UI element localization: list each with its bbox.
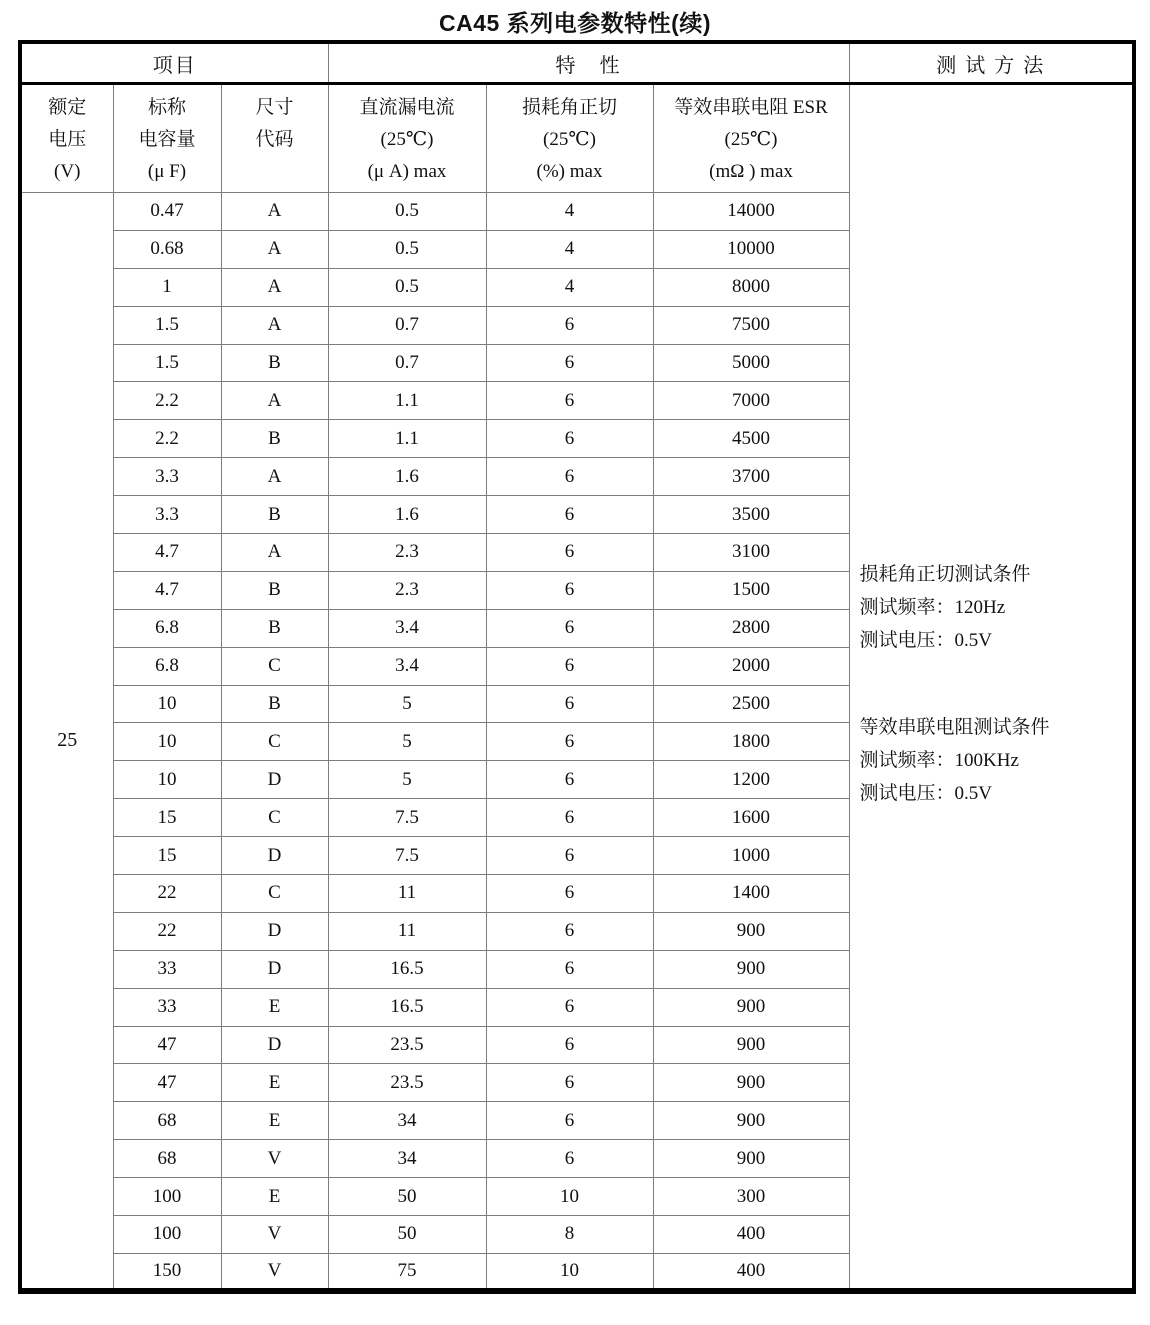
capacitance-cell: 68 [113, 1140, 221, 1178]
header-line: 额定 [48, 97, 87, 118]
header-line: (%) max [536, 161, 603, 182]
tangent-cell: 6 [486, 837, 653, 875]
capacitance-cell: 2.2 [113, 382, 221, 420]
size-code-cell: B [221, 344, 328, 382]
capacitance-cell: 33 [113, 950, 221, 988]
tangent-cell: 6 [486, 496, 653, 534]
capacitance-cell: 1.5 [113, 306, 221, 344]
esr-cell: 2800 [653, 609, 849, 647]
leakage-current-cell: 11 [328, 875, 486, 913]
esr-test-conditions [860, 711, 1050, 810]
leakage-current-cell: 0.7 [328, 306, 486, 344]
header-line: (25℃) [543, 129, 596, 150]
esr-cell: 10000 [653, 230, 849, 268]
header-characteristic: 特 性 [328, 42, 849, 84]
tangent-cell: 6 [486, 761, 653, 799]
esr-cell: 4500 [653, 420, 849, 458]
leakage-current-cell: 5 [328, 723, 486, 761]
capacitance-cell: 15 [113, 799, 221, 837]
esr-cell: 14000 [653, 193, 849, 231]
tangent-cell: 6 [486, 988, 653, 1026]
header-line: (25℃) [724, 129, 778, 150]
header-item: 项目 [20, 42, 328, 84]
capacitance-cell: 150 [113, 1253, 221, 1291]
esr-cell: 1600 [653, 799, 849, 837]
leakage-current-cell: 1.1 [328, 420, 486, 458]
esr-cell: 3100 [653, 534, 849, 572]
size-code-cell: C [221, 723, 328, 761]
tangent-test-conditions [860, 558, 1031, 657]
size-code-cell: E [221, 1178, 328, 1216]
leakage-current-cell: 11 [328, 912, 486, 950]
esr-cell: 900 [653, 1102, 849, 1140]
header-line: (μ A) max [367, 161, 447, 182]
esr-cell: 7500 [653, 306, 849, 344]
capacitance-cell: 6.8 [113, 647, 221, 685]
esr-cell: 900 [653, 1026, 849, 1064]
esr-cell: 8000 [653, 268, 849, 306]
esr-cell: 5000 [653, 344, 849, 382]
capacitance-cell: 10 [113, 685, 221, 723]
size-code-cell: A [221, 306, 328, 344]
tangent-cell: 6 [486, 685, 653, 723]
capacitance-cell: 0.47 [113, 193, 221, 231]
capacitance-cell: 33 [113, 988, 221, 1026]
table-header-row-1 [20, 42, 1134, 84]
capacitance-cell: 15 [113, 837, 221, 875]
esr-cell: 3500 [653, 496, 849, 534]
esr-cell: 1200 [653, 761, 849, 799]
leakage-current-cell: 5 [328, 761, 486, 799]
capacitance-cell: 22 [113, 912, 221, 950]
tangent-cell: 6 [486, 458, 653, 496]
tangent-cell: 6 [486, 875, 653, 913]
size-code-cell: E [221, 1064, 328, 1102]
header-esr [653, 84, 849, 193]
tangent-cell: 6 [486, 420, 653, 458]
capacitance-cell: 1.5 [113, 344, 221, 382]
size-code-cell: C [221, 647, 328, 685]
note-line: 损耗角正切测试条件 [859, 564, 1031, 585]
header-line: 尺寸 [255, 97, 294, 118]
size-code-cell: B [221, 571, 328, 609]
leakage-current-cell: 1.6 [328, 496, 486, 534]
leakage-current-cell: 75 [328, 1253, 486, 1291]
header-nominal-capacitance [113, 84, 221, 193]
header-test-method: 测 试 方 法 [849, 42, 1134, 84]
capacitance-cell: 10 [113, 723, 221, 761]
test-method-cell [849, 84, 1134, 1292]
esr-cell: 300 [653, 1178, 849, 1216]
note-line: 测试频率：100KHz [859, 750, 1019, 771]
leakage-current-cell: 50 [328, 1216, 486, 1254]
leakage-current-cell: 3.4 [328, 609, 486, 647]
size-code-cell: B [221, 420, 328, 458]
note-line: 测试电压：0.5V [859, 783, 992, 804]
esr-cell: 900 [653, 1064, 849, 1102]
leakage-current-cell: 2.3 [328, 534, 486, 572]
esr-cell: 1400 [653, 875, 849, 913]
size-code-cell: D [221, 1026, 328, 1064]
size-code-cell: B [221, 496, 328, 534]
note-line: 测试电压：0.5V [859, 630, 992, 651]
leakage-current-cell: 0.5 [328, 230, 486, 268]
tangent-cell: 6 [486, 344, 653, 382]
tangent-cell: 6 [486, 950, 653, 988]
capacitance-cell: 4.7 [113, 534, 221, 572]
capacitance-cell: 100 [113, 1216, 221, 1254]
header-loss-tangent [486, 84, 653, 193]
capacitance-cell: 68 [113, 1102, 221, 1140]
leakage-current-cell: 34 [328, 1102, 486, 1140]
tangent-cell: 6 [486, 1140, 653, 1178]
tangent-cell: 4 [486, 268, 653, 306]
size-code-cell: D [221, 912, 328, 950]
leakage-current-cell: 0.7 [328, 344, 486, 382]
esr-cell: 2500 [653, 685, 849, 723]
esr-cell: 3700 [653, 458, 849, 496]
size-code-cell: A [221, 193, 328, 231]
esr-cell: 900 [653, 912, 849, 950]
leakage-current-cell: 1.6 [328, 458, 486, 496]
header-line: 电压 [48, 129, 87, 150]
size-code-cell: A [221, 458, 328, 496]
capacitance-cell: 2.2 [113, 420, 221, 458]
header-line: 标称 [147, 97, 186, 118]
tangent-cell: 8 [486, 1216, 653, 1254]
header-dc-leakage [328, 84, 486, 193]
capacitance-cell: 10 [113, 761, 221, 799]
esr-cell: 400 [653, 1253, 849, 1291]
size-code-cell: E [221, 1102, 328, 1140]
leakage-current-cell: 50 [328, 1178, 486, 1216]
tangent-cell: 6 [486, 534, 653, 572]
tangent-cell: 6 [486, 306, 653, 344]
tangent-cell: 6 [486, 912, 653, 950]
esr-cell: 900 [653, 1140, 849, 1178]
size-code-cell: A [221, 534, 328, 572]
leakage-current-cell: 23.5 [328, 1064, 486, 1102]
header-line: (μ F) [147, 161, 187, 182]
size-code-cell: C [221, 875, 328, 913]
tangent-cell: 6 [486, 799, 653, 837]
note-line: 等效串联电阻测试条件 [859, 717, 1050, 738]
esr-cell: 1000 [653, 837, 849, 875]
header-line: (mΩ ) max [709, 161, 793, 182]
size-code-cell: V [221, 1253, 328, 1291]
tangent-cell: 6 [486, 1026, 653, 1064]
tangent-cell: 10 [486, 1178, 653, 1216]
size-code-cell: C [221, 799, 328, 837]
tangent-cell: 6 [486, 609, 653, 647]
leakage-current-cell: 7.5 [328, 799, 486, 837]
leakage-current-cell: 0.5 [328, 268, 486, 306]
tangent-cell: 4 [486, 230, 653, 268]
note-line: 测试频率：120Hz [859, 597, 1006, 618]
leakage-current-cell: 0.5 [328, 193, 486, 231]
size-code-cell: A [221, 230, 328, 268]
leakage-current-cell: 34 [328, 1140, 486, 1178]
tangent-cell: 4 [486, 193, 653, 231]
tangent-cell: 6 [486, 647, 653, 685]
size-code-cell: D [221, 950, 328, 988]
tangent-cell: 6 [486, 1064, 653, 1102]
capacitance-cell: 6.8 [113, 609, 221, 647]
size-code-cell: A [221, 382, 328, 420]
header-line: 代码 [255, 129, 294, 150]
size-code-cell: B [221, 685, 328, 723]
esr-cell: 7000 [653, 382, 849, 420]
leakage-current-cell: 3.4 [328, 647, 486, 685]
leakage-current-cell: 2.3 [328, 571, 486, 609]
tangent-cell: 10 [486, 1253, 653, 1291]
esr-cell: 2000 [653, 647, 849, 685]
spec-table [18, 40, 1136, 1294]
size-code-cell: V [221, 1216, 328, 1254]
rated-voltage-value: 25 [20, 193, 113, 1292]
capacitance-cell: 47 [113, 1064, 221, 1102]
capacitance-cell: 47 [113, 1026, 221, 1064]
leakage-current-cell: 23.5 [328, 1026, 486, 1064]
header-rated-voltage [20, 84, 113, 193]
size-code-cell: A [221, 268, 328, 306]
leakage-current-cell: 16.5 [328, 988, 486, 1026]
capacitance-cell: 0.68 [113, 230, 221, 268]
header-line: 直流漏电流 [359, 97, 455, 118]
esr-cell: 900 [653, 950, 849, 988]
size-code-cell: E [221, 988, 328, 1026]
capacitance-cell: 100 [113, 1178, 221, 1216]
page-title: CA45 系列电参数特性(续) [438, 10, 711, 36]
header-line: 损耗角正切 [521, 97, 617, 118]
header-line: 等效串联电阻 ESR [674, 97, 828, 118]
size-code-cell: V [221, 1140, 328, 1178]
tangent-cell: 6 [486, 1102, 653, 1140]
size-code-cell: B [221, 609, 328, 647]
leakage-current-cell: 5 [328, 685, 486, 723]
size-code-cell: D [221, 761, 328, 799]
header-line: (V) [54, 161, 81, 182]
header-size-code [221, 84, 328, 193]
esr-cell: 900 [653, 988, 849, 1026]
esr-cell: 1800 [653, 723, 849, 761]
table-header-row-2 [20, 84, 1134, 193]
esr-cell: 400 [653, 1216, 849, 1254]
tangent-cell: 6 [486, 382, 653, 420]
esr-cell: 1500 [653, 571, 849, 609]
leakage-current-cell: 7.5 [328, 837, 486, 875]
capacitance-cell: 4.7 [113, 571, 221, 609]
capacitance-cell: 22 [113, 875, 221, 913]
tangent-cell: 6 [486, 723, 653, 761]
header-line: 电容量 [138, 129, 196, 150]
leakage-current-cell: 1.1 [328, 382, 486, 420]
header-line: (25℃) [380, 129, 434, 150]
capacitance-cell: 1 [113, 268, 221, 306]
capacitance-cell: 3.3 [113, 496, 221, 534]
leakage-current-cell: 16.5 [328, 950, 486, 988]
tangent-cell: 6 [486, 571, 653, 609]
size-code-cell: D [221, 837, 328, 875]
capacitance-cell: 3.3 [113, 458, 221, 496]
